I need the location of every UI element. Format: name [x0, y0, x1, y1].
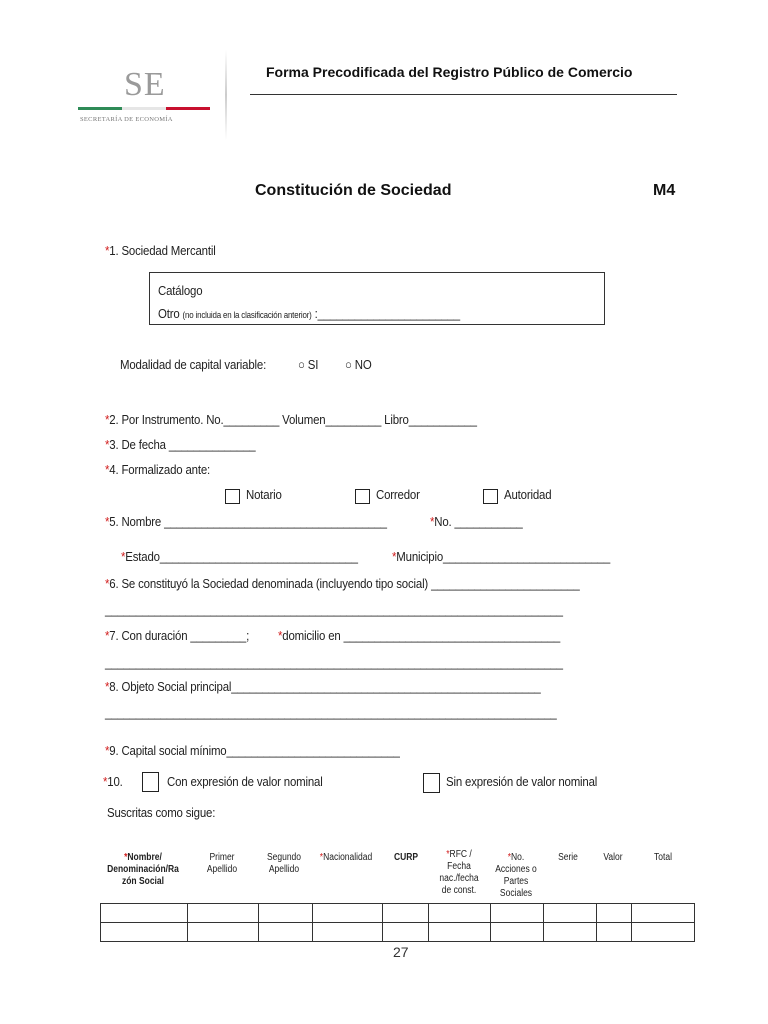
checkbox-notario[interactable] — [225, 489, 240, 504]
field-objeto-social[interactable]: *8. Objeto Social principal__________________________________________________ — [105, 679, 541, 694]
label-autoridad: Autoridad — [504, 487, 552, 502]
header-title: Forma Precodificada del Registro Público de Comercio — [266, 64, 633, 80]
field-domicilio[interactable]: *domicilio en ___________________________________ — [278, 628, 561, 643]
field-estado[interactable]: *Estado________________________________ — [121, 549, 358, 564]
table-cell[interactable] — [383, 904, 429, 923]
checkbox-sin-expresion[interactable] — [423, 773, 440, 793]
catalog-label: Catálogo — [158, 283, 203, 298]
label-con-expresion: Con expresión de valor nominal — [167, 774, 323, 789]
checkbox-corredor[interactable] — [355, 489, 370, 504]
field-sociedad-mercantil: *1. Sociedad Mercantil — [105, 243, 216, 258]
field-municipio[interactable]: *Municipio___________________________ — [392, 549, 611, 564]
table-cell[interactable] — [383, 923, 429, 942]
checkbox-con-expresion[interactable] — [142, 772, 159, 792]
table-cell[interactable] — [429, 904, 491, 923]
capital-variable-label: Modalidad de capital variable: — [120, 357, 267, 372]
form-code: M4 — [653, 182, 676, 199]
logo-subtitle: SECRETARÍA DE ECONOMÍA — [80, 116, 173, 123]
label-sin-expresion: Sin expresión de valor nominal — [446, 774, 598, 789]
table-cell[interactable] — [632, 923, 695, 942]
table-cell[interactable] — [544, 923, 597, 942]
field-formalizado: *4. Formalizado ante: — [105, 462, 211, 477]
catalog-box[interactable] — [149, 272, 605, 325]
col-header-rfc: *RFC / Fecha nac./fecha de const. — [439, 849, 479, 896]
checkbox-autoridad[interactable] — [483, 489, 498, 504]
table-cell[interactable] — [632, 904, 695, 923]
table-cell[interactable] — [188, 923, 259, 942]
field-capital-social[interactable]: *9. Capital social mínimo____________________________ — [105, 743, 400, 758]
logo-initials: SE — [124, 66, 166, 103]
document-title: Constitución de Sociedad — [255, 182, 452, 199]
col-header-acciones: *No. Acciones o Partes Sociales — [495, 852, 537, 899]
field-10-label: *10. — [103, 774, 123, 789]
col-header-nacionalidad: *Nacionalidad — [319, 852, 373, 863]
field-nombre[interactable]: *5. Nombre ____________________________________ — [105, 514, 387, 529]
table-cell[interactable] — [597, 904, 632, 923]
col-header-primer-apellido: Primer Apellido — [206, 852, 238, 875]
suscritas-label: Suscritas como sigue: — [107, 805, 216, 820]
table-row — [101, 923, 695, 942]
field-duracion[interactable]: *7. Con duración _________; — [105, 628, 250, 643]
field-denominacion[interactable]: *6. Se constituyó la Sociedad denominada (incluyendo tipo social) ________________________ — [105, 576, 580, 591]
table-row — [101, 904, 695, 923]
logo-color-bar — [78, 107, 210, 110]
radio-no[interactable]: ○ NO — [345, 357, 372, 372]
table-cell[interactable] — [544, 904, 597, 923]
col-header-total: Total — [654, 852, 672, 863]
table-cell[interactable] — [597, 923, 632, 942]
field-denominacion-line2[interactable]: __________________________________________________________________________ — [105, 602, 563, 617]
col-header-curp: CURP — [393, 852, 419, 863]
label-corredor: Corredor — [376, 487, 420, 502]
col-header-valor: Valor — [603, 852, 623, 863]
label-notario: Notario — [246, 487, 282, 502]
table-cell[interactable] — [491, 904, 544, 923]
header-divider — [225, 50, 227, 140]
col-header-nombre: *Nombre/ Denominación/Ra zón Social — [107, 852, 179, 887]
field-objeto-social-line2[interactable]: _________________________________________________________________________ — [105, 705, 557, 720]
table-cell[interactable] — [429, 923, 491, 942]
field-domicilio-line2[interactable]: __________________________________________________________________________ — [105, 655, 563, 670]
shares-table — [100, 903, 695, 942]
field-fecha[interactable]: *3. De fecha ______________ — [105, 437, 256, 452]
table-cell[interactable] — [101, 904, 188, 923]
table-cell[interactable] — [101, 923, 188, 942]
table-cell[interactable] — [259, 923, 313, 942]
header-underline — [250, 94, 677, 95]
radio-si[interactable]: ○ SI — [298, 357, 319, 372]
table-cell[interactable] — [188, 904, 259, 923]
field-numero[interactable]: *No. ___________ — [430, 514, 523, 529]
table-cell[interactable] — [313, 904, 383, 923]
table-cell[interactable] — [259, 904, 313, 923]
other-field[interactable]: Otro (no incluida en la clasificación anterior) :_______________________ — [158, 306, 460, 321]
col-header-segundo-apellido: Segundo Apellido — [266, 852, 302, 875]
table-cell[interactable] — [491, 923, 544, 942]
page-number: 27 — [393, 944, 409, 960]
field-instrumento[interactable]: *2. Por Instrumento. No._________ Volumen_________ Libro___________ — [105, 412, 477, 427]
table-cell[interactable] — [313, 923, 383, 942]
col-header-serie: Serie — [558, 852, 578, 863]
